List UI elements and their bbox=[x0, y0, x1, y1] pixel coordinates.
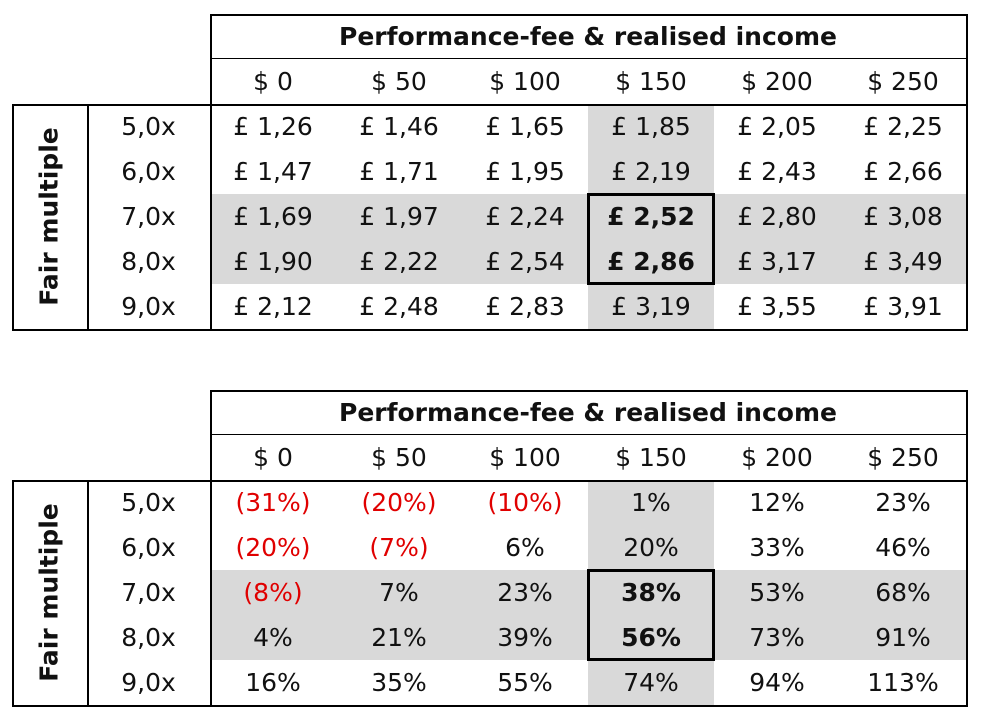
row-label: 7,0x bbox=[121, 202, 176, 231]
table-cell: £ 3,55 bbox=[737, 292, 817, 321]
table-cell: 46% bbox=[875, 533, 931, 562]
table-cell: 113% bbox=[867, 668, 939, 697]
table-cell: £ 2,48 bbox=[359, 292, 439, 321]
table-cell: 68% bbox=[875, 578, 931, 607]
row-label: 6,0x bbox=[121, 157, 176, 186]
row-label: 9,0x bbox=[121, 292, 176, 321]
row-label: 6,0x bbox=[121, 533, 176, 562]
table-cell: £ 3,08 bbox=[863, 202, 943, 231]
row-header-label bbox=[12, 480, 87, 705]
column-header: $ 100 bbox=[489, 442, 561, 472]
table-cell: £ 1,26 bbox=[233, 112, 313, 141]
table-cell: 91% bbox=[875, 623, 931, 652]
row-label: 8,0x bbox=[121, 623, 176, 652]
border-title-bottom bbox=[210, 58, 968, 59]
column-header: $ 50 bbox=[371, 66, 427, 96]
border-left bbox=[12, 480, 14, 707]
table-cell: £ 3,49 bbox=[863, 247, 943, 276]
table-cell: £ 2,43 bbox=[737, 157, 817, 186]
column-header: $ 200 bbox=[741, 442, 813, 472]
column-header: $ 200 bbox=[741, 66, 813, 96]
row-label: 7,0x bbox=[121, 578, 176, 607]
table-title: Performance-fee & realised income bbox=[339, 21, 837, 51]
table-cell: £ 2,52 bbox=[607, 202, 695, 231]
table-cell: (10%) bbox=[487, 488, 563, 517]
table-cell: £ 1,90 bbox=[233, 247, 313, 276]
border-left bbox=[12, 104, 14, 331]
price-sensitivity-table bbox=[12, 14, 987, 333]
table-cell: 94% bbox=[749, 668, 805, 697]
border-bottom bbox=[12, 329, 968, 331]
row-label: 5,0x bbox=[121, 488, 176, 517]
table-cell: 53% bbox=[749, 578, 805, 607]
table-cell: 56% bbox=[621, 623, 681, 652]
table-cell: £ 2,83 bbox=[485, 292, 565, 321]
table-cell: 7% bbox=[379, 578, 419, 607]
table-cell: £ 2,24 bbox=[485, 202, 565, 231]
table-cell: 23% bbox=[497, 578, 553, 607]
table-cell: £ 3,19 bbox=[611, 292, 691, 321]
table-cell: (20%) bbox=[235, 533, 311, 562]
table-cell: £ 2,54 bbox=[485, 247, 565, 276]
table-cell: 6% bbox=[505, 533, 545, 562]
table-cell: 39% bbox=[497, 623, 553, 652]
table-cell: (20%) bbox=[361, 488, 437, 517]
table-cell: £ 1,71 bbox=[359, 157, 439, 186]
return-sensitivity-table bbox=[12, 390, 987, 709]
border-top bbox=[210, 390, 968, 392]
table-title: Performance-fee & realised income bbox=[339, 397, 837, 427]
border-title-bottom bbox=[210, 434, 968, 435]
table-cell: £ 2,12 bbox=[233, 292, 313, 321]
table-cell: £ 2,22 bbox=[359, 247, 439, 276]
column-header: $ 150 bbox=[615, 442, 687, 472]
table-cell: (7%) bbox=[369, 533, 429, 562]
table-cell: £ 1,47 bbox=[233, 157, 313, 186]
column-header: $ 150 bbox=[615, 66, 687, 96]
row-label: 9,0x bbox=[121, 668, 176, 697]
table-cell: 35% bbox=[371, 668, 427, 697]
border-body-top bbox=[12, 104, 968, 106]
table-cell: £ 2,80 bbox=[737, 202, 817, 231]
table-cell: 1% bbox=[631, 488, 671, 517]
column-header: $ 0 bbox=[253, 442, 293, 472]
table-cell: £ 2,19 bbox=[611, 157, 691, 186]
table-cell: 21% bbox=[371, 623, 427, 652]
row-header-label bbox=[12, 104, 87, 329]
border-data-left bbox=[210, 390, 212, 705]
border-right bbox=[966, 14, 968, 331]
table-cell: 55% bbox=[497, 668, 553, 697]
table-cell: £ 2,05 bbox=[737, 112, 817, 141]
column-header: $ 100 bbox=[489, 66, 561, 96]
column-header: $ 50 bbox=[371, 442, 427, 472]
table-cell: (8%) bbox=[243, 578, 303, 607]
table-cell: £ 2,66 bbox=[863, 157, 943, 186]
column-header: $ 0 bbox=[253, 66, 293, 96]
table-cell: 16% bbox=[245, 668, 301, 697]
table-cell: 73% bbox=[749, 623, 805, 652]
row-label: 5,0x bbox=[121, 112, 176, 141]
table-cell: £ 3,91 bbox=[863, 292, 943, 321]
table-cell: 33% bbox=[749, 533, 805, 562]
table-cell: 12% bbox=[749, 488, 805, 517]
border-right bbox=[966, 390, 968, 707]
table-cell: £ 1,95 bbox=[485, 157, 565, 186]
border-label-divider bbox=[87, 480, 89, 705]
border-data-left bbox=[210, 14, 212, 329]
table-cell: 4% bbox=[253, 623, 293, 652]
column-header: $ 250 bbox=[867, 442, 939, 472]
table-cell: £ 1,65 bbox=[485, 112, 565, 141]
border-label-divider bbox=[87, 104, 89, 329]
table-cell: (31%) bbox=[235, 488, 311, 517]
highlight-box bbox=[587, 193, 715, 285]
border-top bbox=[210, 14, 968, 16]
column-header: $ 250 bbox=[867, 66, 939, 96]
table-cell: £ 2,25 bbox=[863, 112, 943, 141]
row-header-text: Fair multiple bbox=[35, 503, 65, 682]
row-header-text: Fair multiple bbox=[35, 127, 65, 306]
table-cell: £ 1,85 bbox=[611, 112, 691, 141]
table-cell: £ 2,86 bbox=[607, 247, 695, 276]
table-cell: £ 1,69 bbox=[233, 202, 313, 231]
table-cell: 38% bbox=[621, 578, 681, 607]
border-bottom bbox=[12, 705, 968, 707]
table-cell: 74% bbox=[623, 668, 679, 697]
table-cell: £ 3,17 bbox=[737, 247, 817, 276]
table-cell: £ 1,46 bbox=[359, 112, 439, 141]
table-cell: £ 1,97 bbox=[359, 202, 439, 231]
border-body-top bbox=[12, 480, 968, 482]
table-cell: 23% bbox=[875, 488, 931, 517]
highlight-box bbox=[587, 569, 715, 661]
row-label: 8,0x bbox=[121, 247, 176, 276]
table-cell: 20% bbox=[623, 533, 679, 562]
